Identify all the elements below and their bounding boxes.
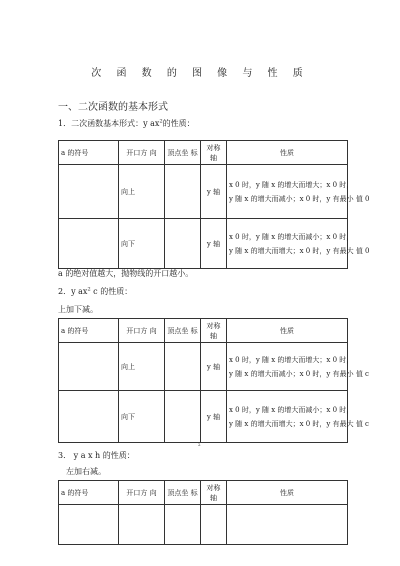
table-row — [59, 391, 348, 443]
subsection-3-heading: 3． y a x h 的性质： — [58, 451, 135, 460]
stray-mark: 2 — [198, 442, 201, 447]
note-1: a 的绝对值越大，抛物线的开口越小。 — [58, 269, 194, 278]
cell-opening: 向上 — [119, 343, 165, 391]
header-a-sign: a 的符号 — [59, 141, 119, 165]
header-opening: 开口方 向 — [119, 141, 165, 165]
cell-property: x 0 时，y 随 x 的增大而减小；x 0 时， y 随 x 的增大而增大；x 0 时，y 有最大 值 c — [227, 391, 348, 443]
table-row — [59, 219, 348, 269]
cell-opening: 向下 — [119, 391, 165, 443]
table-row — [59, 505, 348, 545]
header-opening: 开口方 向 — [119, 481, 165, 505]
cell-property: x 0 时，y 随 x 的增大而增大；x 0 时， y 随 x 的增大而减小；x 0 时，y 有最小 值 c — [227, 343, 348, 391]
header-vertex: 顶点坐 标 — [165, 319, 201, 343]
table-row — [59, 165, 348, 219]
header-property: 性质 — [227, 481, 348, 505]
table-header-row — [59, 481, 348, 505]
section-heading: 一、二次函数的基本形式 — [58, 102, 168, 113]
header-axis: 对称 轴 — [201, 141, 227, 165]
header-vertex: 顶点坐 标 — [165, 481, 201, 505]
header-a-sign: a 的符号 — [59, 481, 119, 505]
properties-table-1 — [58, 140, 370, 269]
cell-property: x 0 时，y 随 x 的增大而减小；x 0 时， y 随 x 的增大而增大；x 0 时，y 有最大 值 0 — [227, 219, 348, 269]
cell-opening: 向下 — [119, 219, 165, 269]
header-a-sign: a 的符号 — [59, 319, 119, 343]
table-row — [59, 343, 348, 391]
cell-axis: y 轴 — [201, 343, 227, 391]
page-title: 次 函 数 的 图 像 与 性 质 — [91, 68, 309, 79]
header-vertex: 顶点坐 标 — [165, 141, 201, 165]
properties-table-2 — [58, 318, 369, 443]
cell-property: x 0 时，y 随 x 的增大而增大；x 0 时， y 随 x 的增大而减小；x 0 时，y 有最小 值 0 — [227, 165, 348, 219]
table-header-row — [59, 141, 348, 165]
subsection-2-heading: 2．y $ax^2$ c 的性质： — [58, 286, 133, 296]
properties-table-3 — [58, 480, 348, 545]
cell-axis: y 轴 — [201, 391, 227, 443]
header-property: 性质 — [227, 141, 348, 165]
header-opening: 开口方 向 — [119, 319, 165, 343]
cell-axis: y 轴 — [201, 219, 227, 269]
cell-axis: y 轴 — [201, 165, 227, 219]
note-3: 左加右减。 — [66, 467, 106, 476]
cell-opening: 向上 — [119, 165, 165, 219]
header-property: 性质 — [227, 319, 348, 343]
note-2: 上加下减。 — [58, 305, 98, 314]
header-axis: 对称 轴 — [201, 481, 227, 505]
table-header-row — [59, 319, 348, 343]
subsection-1-heading: 1．二次函数基本形式：y $ax^2$的性质： — [58, 118, 195, 128]
header-axis: 对称 轴 — [201, 319, 227, 343]
